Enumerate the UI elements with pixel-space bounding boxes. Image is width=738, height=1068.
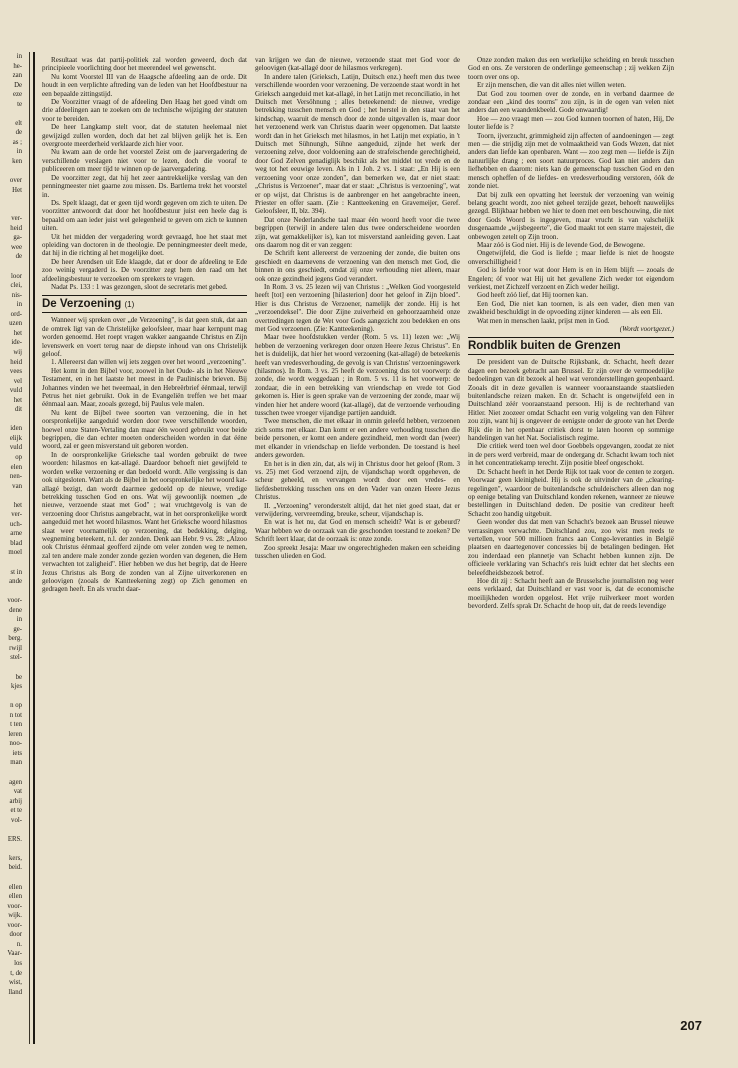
margin-fragment: elen (10, 463, 22, 471)
paragraph: Hoe dit zij : Schacht heeft aan de Brusselsche journalisten nog weer eens verklaard, dat Duitschland er vast voor is, dat de economische moeilijkheden worden opgelost. Het vrije ruilverkeer moet worden bevorderd. Zelfs sprak Dr. Schacht de hoop uit, dat de reeds levendige (468, 576, 674, 611)
margin-fragment: berg. (8, 635, 22, 643)
margin-fragment: t ten (10, 721, 22, 729)
paragraph: Nadat Ps. 133 : 1 was gezongen, sloot de secretaris met gebed. (51, 282, 228, 291)
margin-fragment: kers, (8, 854, 22, 862)
margin-fragment: te (17, 100, 22, 108)
margin-fragment: arne (10, 530, 22, 538)
left-column-rule (33, 52, 35, 1044)
margin-fragment: iden (10, 425, 22, 433)
margin-fragment: vol- (11, 816, 22, 824)
paragraph: In andere talen (Grieksch, Latijn, Duitsch enz.) heeft men dus twee verschillende woorden voor verzoening. De verzoende staat wordt in het Grieksch aangeduid met kat-allagé, in het Latijn met reconciliatio, in het Duitsch met Versöhnung ; alles beteekenend: de nieuwe, vredige betrekking tusschen mensch en God ; het herstel in den staat van het kindschap, waaruit de mensch door de zonde uitgevallen is, maar door het verzoenend werk van Christus daarin weer opgenomen. Dat laatste wordt dan in het Grieksch met hilasmos, in het Latijn met expiatio, in 't Duitsch met Sühnungh, Sühne aangeduid, zijnde het werk der verzoening zelve, door voldoening aan de strafeischende gerechtigheid, door God Zelven genadiglijk beschikt als het middel tot vrede en de weg tot het eeuwige leven. Als in 1 Joh. 2 vs. 1 staat: „En Hij is een verzoening voor onze zonden", dan bemerken we, dat er niet staat: „Christus is Verzoener", maar dat er staat: „Christus is verzoening", wat er op wijst, dat Christus is de aanbrenger en het aangebrachte ineen, Priester en offer saam. (Zie : Kantteekening en Gravemeijer, Geref. Geloofsleer, II, blz. 394). (255, 72, 460, 216)
margin-fragment: ellen (8, 883, 22, 891)
paragraph: God heeft zóó lief, dat Hij toornen kan. (477, 291, 588, 300)
paragraph: Die critiek werd toen wel door Goebbels opgevangen, zoodat ze niet in de pers werd verbreid, maar de ondergang dr. Schacht kwam toch niet in het concentratiekamp terecht. Zijn positie bleef ongeschokt. (468, 442, 674, 468)
paragraph: De Voorzitter vraagt of de afdeeling Den Haag het goed vindt om drie afdeelingen aan te zoeken om de technische wijziging der statuten voor te bereiden. (42, 98, 247, 123)
margin-fragment: vat (13, 788, 22, 796)
margin-fragment (0, 587, 24, 597)
margin-fragment: ge- (13, 625, 22, 633)
paragraph: Resultaat was dat partij-politiek zal worden geweerd, doch dat principieele voorlichting door het meerendeel wel gewenscht. (42, 56, 247, 73)
paragraph: Maar zóó is God niet. Hij is de levende God, de Bewogene. (477, 240, 645, 249)
paragraph: Dat bij zulk een opvatting het leerstuk der verzoening van weinig belang geacht wordt, zoo niet geheel terzijde gezet, behoeft nauwelijks gezegd. Blijkbaar hebben we hier te doen met een beschouwing, die niet door Gods Woord is ingegeven, maar vrucht is van valschelijk dusgenaamde „wijsbegeerte", die God maakt tot een starre majesteit, die onbewogen zetelt op Zijn troon. (468, 190, 674, 241)
paragraph: Dr. Schacht heeft in het Derde Rijk tot taak voor de centen te zorgen. Voorwaar geen kleinigheid. Hij is ook de uitvinder van de „clearing-regelingen", waardoor de buitenlandsche schuldeischers alleen dan nog op eenige betaling van Duitschland konden rekenen, wanneer ze nieuwe bestellingen in Duitschland deden. De positie van crediteur heeft Schacht zoo handig uitgebuit. (468, 467, 674, 518)
margin-fragment (0, 415, 24, 425)
paragraph: Ds. Spelt klaagt, dat er geen tijd wordt gegeven om zich te uiten. De voorzitter antwoordt dat door het hoofdbestuur juist een heele dag is bepaald om aan ieder juist wel gelegenheid te geven om zich te kunnen uiten. (42, 198, 247, 233)
margin-fragment: be (15, 673, 22, 681)
margin-fragment: vees (9, 368, 22, 376)
margin-fragment (0, 844, 24, 854)
margin-fragment: het (13, 501, 22, 509)
margin-fragment: in (16, 148, 22, 156)
margin-fragment: wijk. (8, 912, 22, 920)
margin-fragment (0, 663, 24, 673)
paragraph: Nu kwam aan de orde het voorstel Zeist om de jaarvergadering de verschillende verslagen niet voor te lezen, doch die vooraf te publiceeren om meer tijd te winnen op de jaarvergadering. (42, 148, 247, 174)
paragraph: Geen wonder dus dat men van Schacht's bezoek aan Brussel nieuwe verrassingen verwachtte. Duitschland zou, zoo wist men reeds te vertellen, voor 500 millioen francs aan Congo-leveranties in België plaatsen en daartegenover concessies bij de betalingen bedingen. Het zou inderdaad een plannetje van Schacht hebben kunnen zijn. De officieele verklaring van Schacht's reis luidt echter dat het slechts een beleefdheidsbezoek betrof. (468, 518, 674, 577)
margin-fragment: ande (9, 578, 22, 586)
margin-fragment: heid (10, 224, 22, 232)
paragraph: De voorzitter zegt, dat hij het zeer aantrekkelijke verslag van den penningmeester niet gaarne zou missen. Ds. Bartlema trekt het voorstel in. (42, 173, 247, 199)
margin-fragment: op (15, 453, 22, 461)
margin-fragment: ide- (11, 339, 22, 347)
margin-fragment (0, 768, 24, 778)
paragraph: Het komt in den Bijbel voor, zoowel in het Oude- als in het Nieuwe Testament, en in het laatste het meest in de Paulinische brieven. Bij Johannes vinden we het tweemaal, in den Hebreërbrief éénmaal, terwijl Petrus het niet gebruikt. Ook in de Evangeliën treffen we het maar éénmaal aan. Maar, zooals gezegd, bij Paulus vele malen. (42, 366, 247, 409)
paragraph: De Schrift kent allereerst de verzoening der zonde, die buiten ons geschiedt en daarnevens de verzoening van den mensch met God, die binnen in ons geschiedt, omdat zij onze verhouding niet alleen, maar ook onze gezindheid jegens God verandert. (255, 249, 460, 283)
margin-fragment: vuld (9, 444, 22, 452)
paragraph: Nu komt Voorstel III van de Haagsche afdeeling aan de orde. Dit houdt in een verplichte aftreding van de leden van het Hoofdbestuur na een bepaalde zittingstijd. (42, 72, 247, 98)
margin-fragment: uch- (9, 520, 22, 528)
margin-fragment (0, 262, 24, 272)
margin-fragment: Vaar- (7, 950, 22, 958)
paragraph: De heer Langkamp stelt voor, dat de statuten heelemaal niet gewijzigd zullen worden, doch dat het zal blijven gelijk het is. Een overgroote meerderheid verklaarde zich hier voor. (42, 123, 247, 149)
paragraph: Zoo spreekt Jesaja: Maar uw ongerechtigheden maken een scheiding tusschen ulieden en God. (255, 543, 460, 560)
paragraph: Dat onze Nederlandsche taal maar één woord heeft voor die twee begrippen (terwijl in andere talen dus twee onderscheidene woorden zijn, wat gemakkelijker is), kan tot misverstand aanleiding geven. Laat ons daarom nog dit er van zeggen: (255, 215, 460, 249)
margin-fragment (0, 167, 24, 177)
margin-fragment: iets (12, 749, 22, 757)
margin-fragment: kjes (11, 683, 22, 691)
margin-fragment: in (16, 301, 22, 309)
section-number: (1) (124, 300, 135, 310)
paragraph: Er zijn menschen, die van dit alles niet willen weten. (477, 81, 626, 90)
margin-fragment (0, 109, 24, 119)
paragraph: De president van de Duitsche Rijksbank, dr. Schacht, heeft dezer dagen een bezoek gebracht aan Brussel. Er zijn over de vermoedelijke bedoelingen van dit bezoek al heel wat veronderstellingen geopenbaard. Zooals dit in deze gevallen is wanneer vooraanstaande staatslieden buitenlandsche reizen maken. En dr. Schacht is ongetwijfeld een in Duitschland zéér vooraanstaand persoon. Hij is de rechterhand van Hitler. Niet zoozeer omdat Schacht een vurig volgeling van den Führer zou zijn, want hij is ongeveer de eenigste onder de groote van het Derde Rijk die in het openbaar critiek dorst te laten hooren op sommige handelingen van het Nat. Socialistisch regime. (468, 358, 674, 443)
margin-fragment (0, 558, 24, 568)
margin-fragment: dit (14, 406, 22, 414)
margin-fragment: elt (15, 119, 22, 127)
margin-fragment: ellen (8, 893, 22, 901)
paragraph: II. „Verzoening" veronderstelt altijd, dat het niet goed staat, dat er verwijdering, vervreemding, breuke, scheur, vijandschap is. (255, 501, 460, 518)
paragraph: van krijgen we dan de nieuwe, verzoende staat met God voor de geloovigen (kat-allagé door de hilasmos verkregen). (255, 56, 460, 73)
section-header-rondblik (468, 337, 674, 355)
margin-fragment: nis- (11, 291, 22, 299)
margin-fragment: man (10, 759, 22, 767)
margin-fragment: he- (13, 62, 22, 70)
paragraph: Ongetwijfeld, die God is liefde ; maar liefde is niet de hoogste onverschilligheid ! (468, 249, 674, 266)
column-3 (468, 56, 674, 1011)
margin-fragment: voor- (7, 921, 22, 929)
paragraph: Maar twee hoofdstukken verder (Rom. 5 vs. 11) lezen we: „Wij hebben de verzoening verkregen door onzen Heere Jezus Christus". En het is duidelijk, dat hier het woord verzoening (kat-allagé) de beteekenis heeft van vredesverhouding, de gevolg is van Christus' verzoeningswerk (hilasmos). In Rom. 3 vs. 25 heeft de verzoening dus tot voorwerp: de zonde, die wordt weggedaan ; in Rom. 5 vs. 11 is het voorwerp: de zondaar, die in een betrekking van vriendschap en vrede tot God gekomen is. Hier is geen sprake van de verzoening der zonde, maar wij vinden hier het andere woord (kat-allagé), dat de verzoende verhouding tusschen twee vroeger vijandige partijen aanduidt. (255, 333, 460, 418)
margin-fragment: zan (12, 72, 22, 80)
margin-fragment: de (15, 253, 22, 261)
margin-fragment: vuld (9, 387, 22, 395)
section-title: De Verzoening (1) (42, 298, 135, 311)
margin-fragment: Het (12, 186, 22, 194)
margin-fragment: ver- (11, 511, 22, 519)
margin-fragment: de (15, 129, 22, 137)
previous-page-margin-fragments (0, 52, 24, 1047)
margin-fragment: eze (12, 91, 22, 99)
paragraph: Toorn, ijverzucht, grimmigheid zijn affecten of aandoeningen — zegt men — die strijdig zijn met de volmaaktheid van Gods Wezen, dat niet anders dan liefde kan openbaren. Want — zoo zegt men — liefde is Zijn natuurlijke drang ; een soort natuurproces. God kan niet anders dan liefhebben en daarom: niets kan de gemeenschap tusschen God en den mensch opheffen of de liefdes- en vredesverhouding verstoren, óók de zonde niet. (468, 131, 674, 191)
margin-fragment: nen- (9, 473, 22, 481)
margin-fragment: ga- (13, 234, 22, 242)
margin-fragment: wij (13, 348, 22, 356)
paragraph: Nu kent de Bijbel twee soorten van verzoening, die in het oorspronkelijke aangeduid worden door twee verschillende woorden, hoewel onze Staten-Vertaling dan maar één woord gebruikt voor beide begrippen, die dan echter moeten onderscheiden worden in dat ééne woord, zal er geen misverstand uit geboren worden. (42, 408, 247, 451)
section-title: Rondblik buiten de Grenzen (468, 340, 621, 353)
paragraph: God is liefde voor wat door Hem is en in Hem blijft — zooals de Engelen; óf voor wat Hij uit het gevallene Zich weder tot eigendom verkiest, met Zichzelf verzoent en Zich weder heiligt. (468, 266, 674, 291)
margin-fragment: in (16, 53, 22, 60)
margin-fragment: wist, (8, 979, 22, 987)
margin-fragment: van (12, 482, 22, 490)
margin-fragment: dene (9, 606, 22, 614)
margin-fragment: noo- (9, 740, 22, 748)
margin-fragment: over (9, 177, 22, 185)
margin-fragment: lland (8, 988, 22, 996)
margin-fragment (0, 692, 24, 702)
continued-note: (Wordt voortgezet.) (619, 325, 674, 333)
paragraph: 1. Allereerst dan willen wij iets zeggen over het woord „verzoening". (51, 358, 247, 367)
paragraph: De heer Arendsen uit Ede klaagde, dat er door de afdeeling te Ede zoo weinig vergaderd is. De voorzitter zegt hem den raad om het afdeelingsbestuur te verzoeken om sprekers te vragen. (42, 257, 247, 283)
margin-fragment: het (13, 329, 22, 337)
paragraph: In Rom. 3 vs. 25 lezen wij van Christus : „Welken God voorgesteld heeft [tot] een verzoening [hilasterion] door het geloof in Zijn bloed". Hier is dus Christus de Verzoener, namelijk der zonde. Hij is het „verzoendeksel". Die door Zijne zuiverheid en gehoorzaamheid onze overtredingen tegen de Wet voor Gods aangezicht zou bedekken en ons met God verzoenen. (Zie: Kantteekening). (255, 282, 460, 333)
paragraph: Uit het midden der vergadering wordt gevraagd, hoe het staat met opleiding van doctoren in de theologie. De penningmeester deelt mede, dat hij in die richting al het mogelijke doet. (42, 232, 247, 258)
paragraph: Dat God zou toornen over de zonde, en in verband daarmee de zondaar een „kind des toorns" zou zijn, is in de ogen van velen niet anders dan een waandenkbeeld. Gode onwaardig! (468, 89, 674, 115)
margin-fragment: heid (10, 358, 22, 366)
margin-fragment: t, de (10, 969, 22, 977)
margin-fragment (0, 825, 24, 835)
margin-fragment: in (16, 616, 22, 624)
margin-fragment: voor- (7, 597, 22, 605)
margin-fragment: moel (8, 549, 22, 557)
margin-fragment: uzen (9, 320, 22, 328)
paragraph: Twee menschen, die met elkaar in onmin geleefd hebben, verzoenen zich soms met elkaar. Dan komt er een andere verhouding tusschen die beide personen, er komt een andere gezindheid, men wordt dan (weer) met elkander in vriendschap en liefde verbonden. De toestand is heel anders geworden. (255, 417, 460, 460)
margin-fragment: n tot (9, 711, 22, 719)
margin-fragment: vel (13, 377, 22, 385)
margin-fragment: loor (11, 272, 22, 280)
margin-fragment: et te (10, 807, 22, 815)
margin-fragment: stel- (10, 654, 22, 662)
margin-fragment: ver- (11, 215, 22, 223)
margin-fragment: ord- (10, 310, 22, 318)
column-2 (255, 56, 460, 1046)
page-edge-rule (29, 52, 30, 1044)
margin-fragment: elijk (9, 434, 22, 442)
margin-fragment: arbij (9, 797, 22, 805)
paragraph: En het is in dien zin, dat, als wij in Christus door het geloof (Rom. 3 vs. 25) met God verzoend zijn, de vijandschap wordt opgeheven, de scheur geheeld, en vervangen wordt door een vredes- en liefdesbetrekking tusschen ons en den Vader van onzen Heere Jezus Christus. (255, 459, 460, 502)
margin-fragment: door (9, 931, 22, 939)
margin-fragment: n. (16, 940, 22, 948)
margin-fragment: blad (10, 539, 22, 547)
margin-fragment: ken (12, 158, 22, 166)
margin-fragment (0, 491, 24, 501)
margin-fragment: leren (8, 730, 22, 738)
margin-fragment: n op (10, 702, 22, 710)
margin-fragment: het (13, 396, 22, 404)
paragraph: Onze zonden maken dus een werkelijke scheiding en breuk tusschen God en ons. Ze verstoren de onderlinge gemeenschap ; zij wekken Zijn toorn over ons op. (468, 56, 674, 81)
section-header-verzoening (42, 295, 247, 313)
paragraph: In de oorspronkelijke Grieksche taal worden gebruikt de twee woorden: hilasmos en kat-allagé. Daardoor behoeft niet gewijfeld te worden welke verzoening er dan bedoeld wordt. Alle vergissing is dan ook uitgesloten. Want als de Bijbel in het oorspronkelijke het woord kat-allagé bezigt, dan wordt daarmee gedoeld op de nieuwe, vredige betrekking tusschen God en ons. Wat wij gewoonlijk noemen „de nieuwe, verzoende staat met God" ; wat vruchtgevolg is van de verzoening door Christus aangebracht, wat in het oorspronkelijke wordt aangeduid met het woord hilasmos. Want het Grieksche woord hilasmos slaat weer voornamelijk op verzoening, dat bedekking, delging, wegneming beteekent, n.l. der zonden. Denk aan Hebr. 9 vs. 28: „Alzoo ook Christus éénmaal geofferd zijnde om veler zonden weg te nemen, zal ten andere male zonder zonde gezien worden van degenen, die Hem verwachten tot zaligheid". Hier hebben we dus het begrip, dat de Heere Jezus Christus als Borg de zonden van al Zijne uitverkorenen en geloovigen (zooals de Kantteekening zegt) op Zich genomen en gedragen heeft. En als vrucht daar- (42, 450, 247, 594)
margin-fragment: voor- (7, 902, 22, 910)
paragraph: Wat men in menschen laakt, prijst men in God. (477, 316, 610, 325)
margin-fragment: wee (11, 243, 22, 251)
paragraph: Een God, Die niet kan toornen, is als een vader, dien men van zwakheid beschuldigt in de opvoeding zijner kinderen — als een Eli. (468, 299, 674, 317)
margin-fragment: De (14, 81, 22, 89)
margin-fragment (0, 873, 24, 883)
margin-fragment: los (14, 959, 22, 967)
margin-fragment (0, 205, 24, 215)
margin-fragment (0, 195, 24, 205)
margin-fragment: st in (10, 568, 22, 576)
paragraph: Hoe — zoo vraagt men — zou God kunnen toornen of haten, Hij, De louter liefde is ? (468, 114, 674, 132)
margin-fragment: rwijl (9, 644, 22, 652)
margin-fragment: as ; (12, 138, 22, 146)
column-1 (42, 56, 247, 1046)
margin-fragment: beid. (8, 864, 22, 872)
paragraph: En wat is het nu, dat God en mensch scheidt? Wat is er gebeurd? Waar hebben we de oorzaak van die geschonden toestand te zoeken? De Schrift leert klaar, dat de oorzaak is: onze zonde. (255, 518, 460, 544)
margin-fragment: agen (9, 778, 22, 786)
margin-fragment: ERS. (7, 835, 22, 843)
paragraph: Wanneer wij spreken over „de Verzoening", is dat geen stuk, dat aan de omtrek ligt van de Christelijke geloofsleer, maar haar kernpunt mag worden genoemd. Het roept vragen wakker aangaande Christus en Zijn levenswerk en voert terug naar de diepste inhoud van ons Christelijk geloof. (42, 316, 247, 358)
margin-fragment: clei, (10, 282, 22, 290)
page-number: 207 (680, 1018, 702, 1033)
